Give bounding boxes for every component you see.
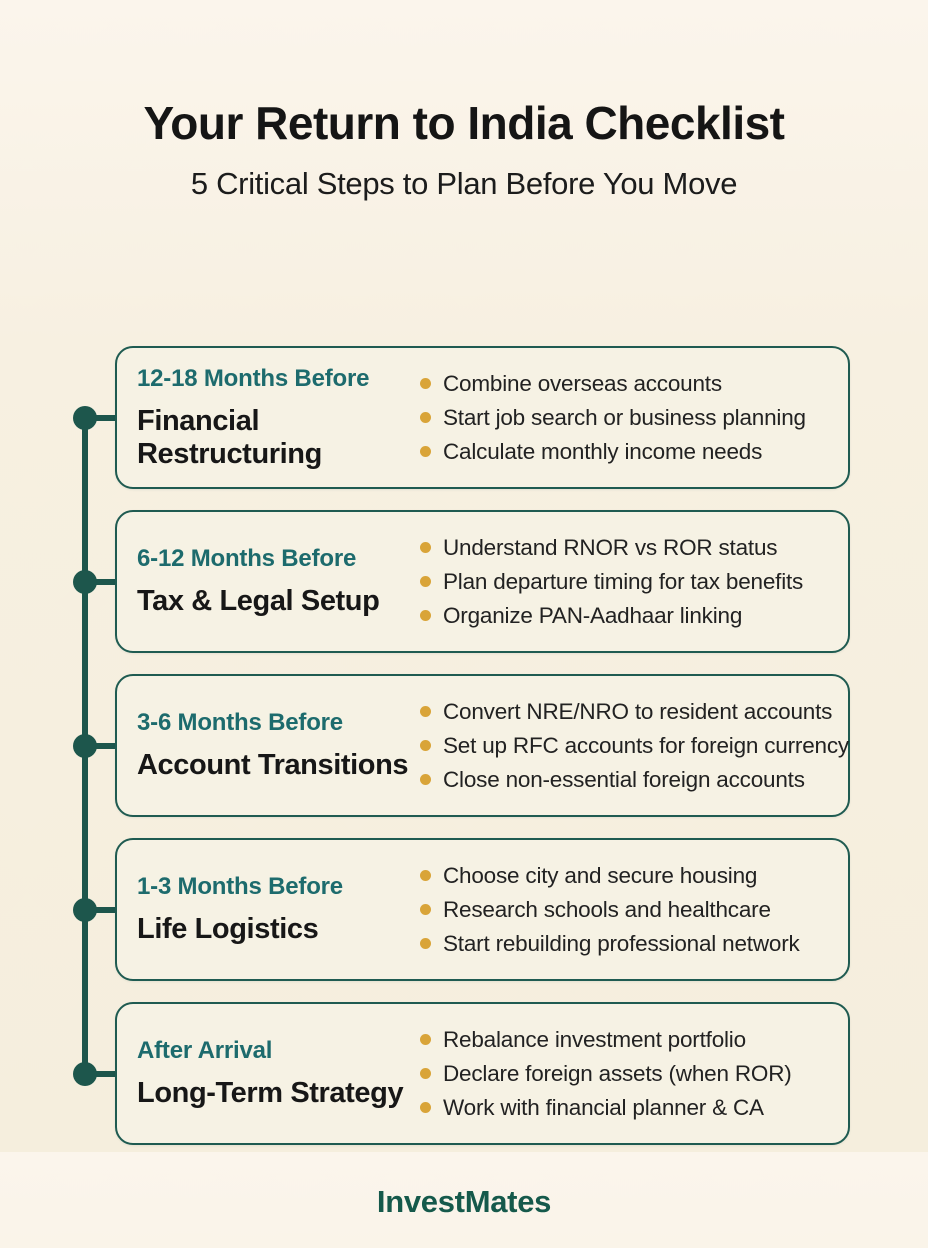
list-item — [420, 440, 830, 464]
bullet-text: Plan departure timing for tax benefits — [443, 568, 804, 594]
step-title: Financial Restructuring — [137, 404, 322, 470]
bullet-dot-icon — [420, 938, 431, 949]
list-item — [420, 898, 830, 922]
bullet-text: Research schools and healthcare — [443, 896, 771, 922]
bullet-text: Choose city and secure housing — [443, 862, 758, 888]
step-row-2 — [115, 510, 850, 653]
bullet-text: Combine overseas accounts — [443, 370, 722, 396]
bullet-dot-icon — [420, 1068, 431, 1079]
bullet-dot-icon — [420, 576, 431, 587]
list-item — [420, 372, 830, 396]
list-item — [420, 1062, 830, 1086]
bullet-dot-icon — [420, 542, 431, 553]
footer — [0, 1184, 928, 1220]
bullet-dot-icon — [420, 1034, 431, 1045]
card-left-column — [137, 365, 420, 471]
bullet-dot-icon — [420, 1102, 431, 1113]
step-title: Tax & Legal Setup — [137, 585, 380, 617]
timeframe-label: 1-3 Months Before — [137, 873, 343, 900]
bullet-dot-icon — [420, 706, 431, 717]
bullet-text: Start job search or business planning — [443, 404, 806, 430]
list-item — [420, 406, 830, 430]
step-card-account-transitions — [115, 674, 850, 817]
card-bullet-list — [420, 700, 849, 792]
brand-logo-text: InvestMates — [376, 1184, 552, 1219]
checklist-timeline — [0, 346, 928, 1145]
timeline-dot — [73, 1062, 97, 1086]
step-row-3 — [115, 674, 850, 817]
list-item — [420, 700, 849, 724]
card-bullet-list — [420, 372, 830, 464]
timeframe-label: After Arrival — [137, 1037, 273, 1064]
timeframe-label: 3-6 Months Before — [137, 709, 343, 736]
card-left-column — [137, 873, 420, 946]
card-bullet-list — [420, 536, 830, 628]
bullet-text: Organize PAN-Aadhaar linking — [443, 602, 743, 628]
step-cards — [115, 346, 850, 1145]
bullet-text: Understand RNOR vs ROR status — [443, 534, 778, 560]
bullet-dot-icon — [420, 870, 431, 881]
list-item — [420, 604, 830, 628]
bullet-text: Start rebuilding professional network — [443, 930, 800, 956]
step-card-life-logistics — [115, 838, 850, 981]
step-row-5 — [115, 1002, 850, 1145]
card-bullet-list — [420, 864, 830, 956]
list-item — [420, 1096, 830, 1120]
bullet-dot-icon — [420, 740, 431, 751]
step-card-tax-legal-setup — [115, 510, 850, 653]
list-item — [420, 864, 830, 888]
list-item — [420, 932, 830, 956]
bullet-dot-icon — [420, 774, 431, 785]
step-row-1 — [115, 346, 850, 489]
bullet-dot-icon — [420, 610, 431, 621]
page-title: Your Return to India Checklist — [143, 97, 785, 149]
timeline-dot — [73, 898, 97, 922]
card-left-column — [137, 545, 420, 618]
bullet-text: Convert NRE/NRO to resident accounts — [443, 698, 833, 724]
bullet-text: Close non-essential foreign accounts — [443, 766, 805, 792]
step-card-financial-restructuring — [115, 346, 850, 489]
bullet-text: Declare foreign assets (when ROR) — [443, 1060, 792, 1086]
timeline-dot — [73, 734, 97, 758]
bullet-dot-icon — [420, 904, 431, 915]
timeline-dot — [73, 406, 97, 430]
step-title: Life Logistics — [137, 913, 319, 945]
timeframe-label: 6-12 Months Before — [137, 545, 357, 572]
header — [0, 96, 928, 202]
list-item — [420, 1028, 830, 1052]
bullet-text: Set up RFC accounts for foreign currency — [443, 732, 849, 758]
timeframe-label: 12-18 Months Before — [137, 364, 370, 392]
bullet-text: Calculate monthly income needs — [443, 438, 763, 464]
list-item — [420, 734, 849, 758]
step-title: Long-Term Strategy — [137, 1077, 404, 1109]
bullet-text: Work with financial planner & CA — [443, 1094, 764, 1120]
bullet-dot-icon — [420, 412, 431, 423]
card-left-column — [137, 1037, 420, 1110]
card-bullet-list — [420, 1028, 830, 1120]
list-item — [420, 570, 830, 594]
list-item — [420, 768, 849, 792]
list-item — [420, 536, 830, 560]
bullet-dot-icon — [420, 378, 431, 389]
timeline-dot — [73, 570, 97, 594]
step-title: Account Transitions — [137, 749, 409, 781]
bullet-text: Rebalance investment portfolio — [443, 1026, 746, 1052]
bullet-dot-icon — [420, 446, 431, 457]
card-left-column — [137, 709, 420, 782]
page-subtitle: 5 Critical Steps to Plan Before You Move — [190, 166, 738, 201]
step-row-4 — [115, 838, 850, 981]
step-card-long-term-strategy — [115, 1002, 850, 1145]
